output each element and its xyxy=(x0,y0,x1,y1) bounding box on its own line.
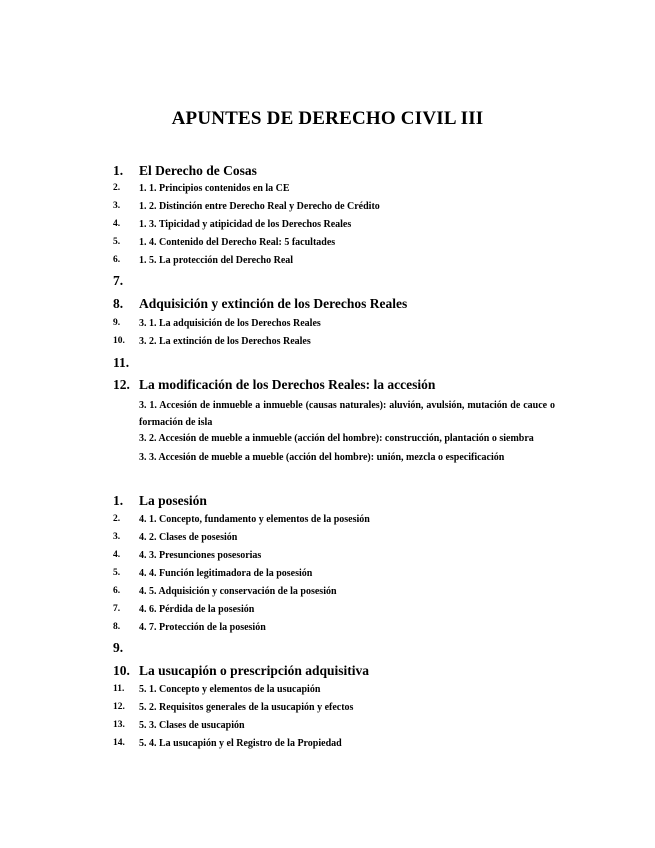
section-title: La usucapión o prescripción adquisitiva xyxy=(139,663,370,678)
item-label: 5. 1. Concepto y elementos de la usucapión xyxy=(139,684,321,695)
item-number: 5. xyxy=(113,568,121,578)
item-label: 3. 2. La extinción de los Derechos Reales xyxy=(139,336,311,347)
item-number: 7. xyxy=(113,273,124,288)
item-number: 8. xyxy=(113,622,121,632)
item-number: 1. xyxy=(113,163,124,178)
item-number: 6. xyxy=(113,255,121,265)
item-label: 5. 3. Clases de usucapión xyxy=(139,720,245,731)
section-title: El Derecho de Cosas xyxy=(139,163,257,178)
item-number: 2. xyxy=(113,514,121,524)
item-number: 4. xyxy=(113,550,121,560)
item-label: 4. 7. Protección de la posesión xyxy=(139,622,266,633)
item-label: 4. 4. Función legitimadora de la posesión xyxy=(139,568,313,579)
item-label: 5. 4. La usucapión y el Registro de la Propiedad xyxy=(139,738,342,749)
item-number: 5. xyxy=(113,237,121,247)
item-label: 4. 6. Pérdida de la posesión xyxy=(139,604,255,615)
section-title: La modificación de los Derechos Reales: la accesión xyxy=(139,377,436,392)
item-label: 1. 5. La protección del Derecho Real xyxy=(139,255,294,266)
item-number: 1. xyxy=(113,493,124,508)
item-label: 3. 3. Accesión de mueble a mueble (acción del hombre): unión, mezcla o especificación xyxy=(139,452,505,463)
item-label: 3. 1. Accesión de inmueble a inmueble (causas naturales): aluvión, avulsión, mutación de cauce o formación de isla xyxy=(139,400,555,428)
item-number: 11. xyxy=(113,684,125,694)
item-number: 7. xyxy=(113,604,121,614)
item-label: 1. 2. Distinción entre Derecho Real y Derecho de Crédito xyxy=(139,201,380,212)
item-number: 10. xyxy=(113,336,125,346)
item-label: 3. 2. Accesión de mueble a inmueble (acción del hombre): construcción, plantación o siembra xyxy=(139,433,534,444)
section-title: La posesión xyxy=(139,493,207,508)
item-label: 4. 3. Presunciones posesorias xyxy=(139,550,262,561)
item-number: 3. xyxy=(113,201,121,211)
item-label: 4. 1. Concepto, fundamento y elementos de la posesión xyxy=(139,514,370,525)
item-label: 4. 5. Adquisición y conservación de la posesión xyxy=(139,586,337,597)
item-number: 9. xyxy=(113,318,121,328)
item-number: 6. xyxy=(113,586,121,596)
item-label: 5. 2. Requisitos generales de la usucapión y efectos xyxy=(139,702,354,713)
item-number: 12. xyxy=(113,377,130,392)
item-number: 14. xyxy=(113,738,125,748)
item-label: 4. 2. Clases de posesión xyxy=(139,532,238,543)
item-number: 4. xyxy=(113,219,121,229)
item-number: 10. xyxy=(113,663,130,678)
item-label: 3. 1. La adquisición de los Derechos Reales xyxy=(139,318,321,329)
item-number: 9. xyxy=(113,640,124,655)
item-number: 13. xyxy=(113,720,125,730)
item-number: 8. xyxy=(113,296,124,311)
item-number: 12. xyxy=(113,702,125,712)
item-label: 1. 1. Principios contenidos en la CE xyxy=(139,183,290,194)
section-title: Adquisición y extinción de los Derechos Reales xyxy=(139,296,408,311)
item-label: 1. 4. Contenido del Derecho Real: 5 facultades xyxy=(139,237,336,248)
item-number: 3. xyxy=(113,532,121,542)
item-number: 11. xyxy=(113,355,130,370)
item-label: 1. 3. Tipicidad y atipicidad de los Derechos Reales xyxy=(139,219,352,230)
item-number: 2. xyxy=(113,183,121,193)
document-title: APUNTES DE DERECHO CIVIL III xyxy=(171,108,484,129)
